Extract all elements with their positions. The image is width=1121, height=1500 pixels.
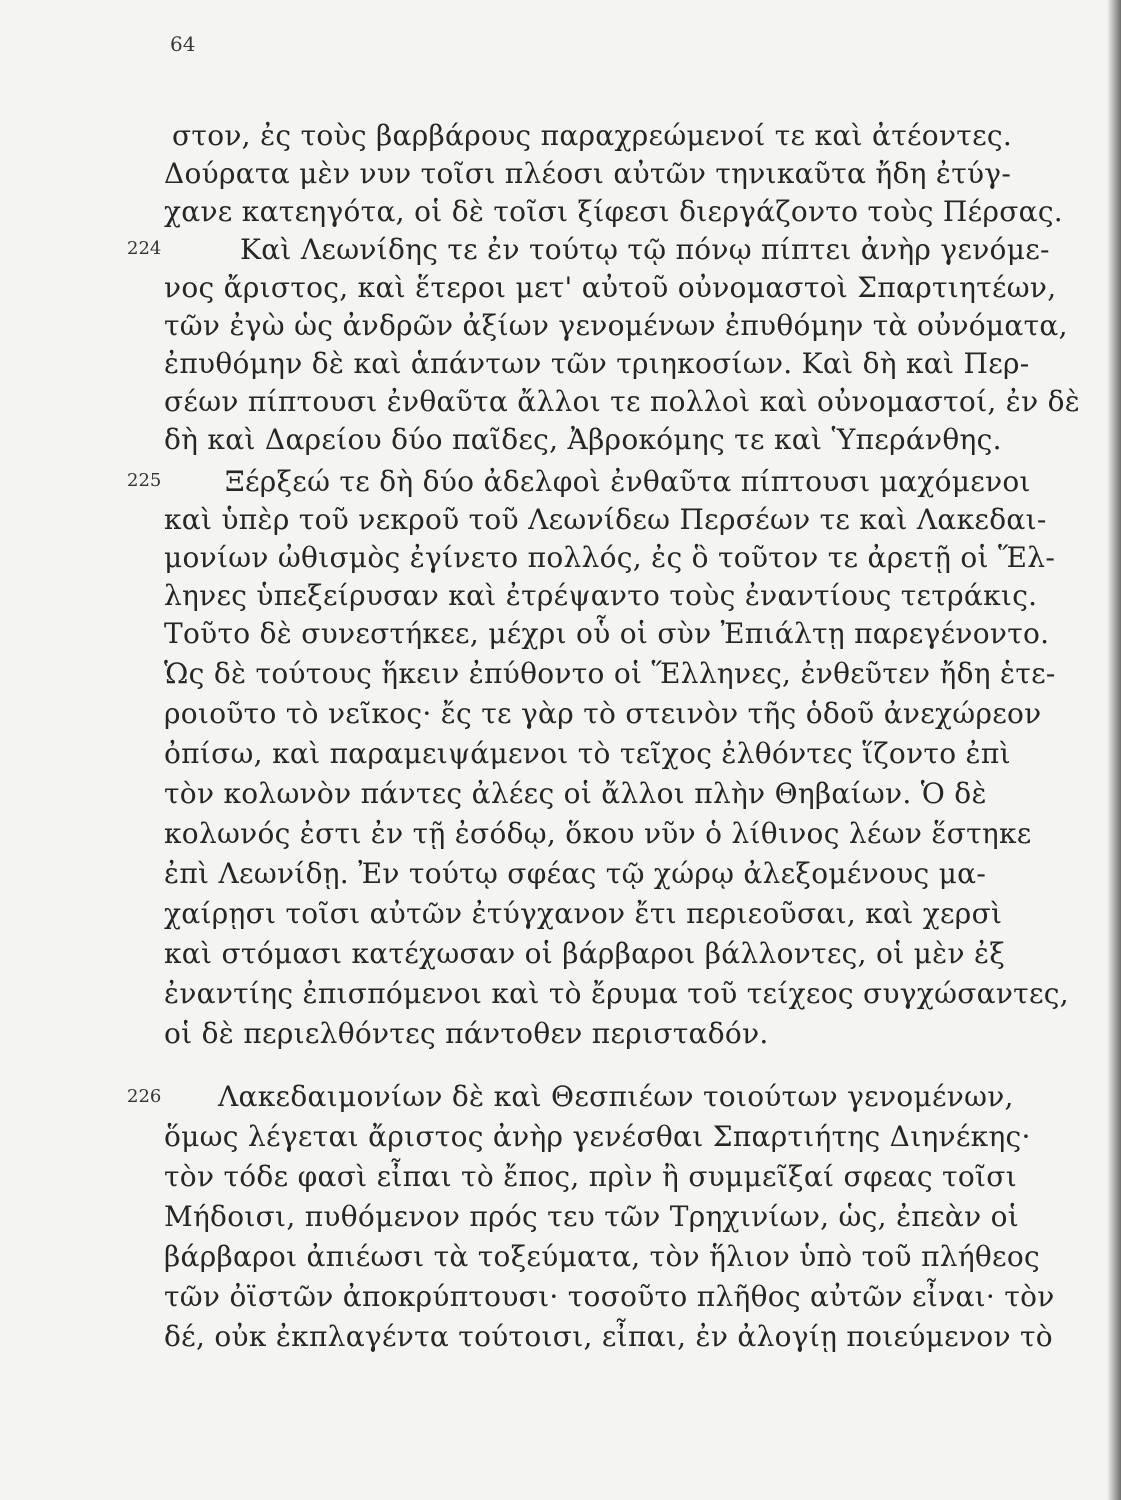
text-line-17: ὀπίσω, καὶ παραμειψάμενοι τὸ τεῖχος ἐλθόντες ἵζοντο ἐπὶ xyxy=(164,737,1011,770)
text-line-28: Μήδοισι, πυθόμενον πρός τευ τῶν Τρηχινίων, ὡς, ἐπεὰν οἱ xyxy=(164,1200,1020,1233)
text-line-21: χαίρῃσι τοῖσι αὐτῶν ἐτύγχανον ἔτι περιεοῦσαι, καὶ χερσὶ xyxy=(164,897,1003,930)
text-line-6: τῶν ἐγὼ ὡς ἀνδρῶν ἀξίων γενομένων ἐπυθόμην τὰ οὐνόματα, xyxy=(164,309,1068,342)
page-edge-shadow xyxy=(1107,0,1121,1500)
section-number-225: 225 xyxy=(127,470,162,491)
text-line-1: στον, ἐς τοὺς βαρβάρους παραχρεώμενοί τε καὶ ἀτέοντες. xyxy=(172,119,1013,152)
text-line-29: βάρβαροι ἀπιέωσι τὰ τοξεύματα, τὸν ἥλιον ὑπὸ τοῦ πλήθεος xyxy=(164,1240,1040,1273)
text-line-5: νος ἄριστος, καὶ ἕτεροι μετ' αὐτοῦ οὐνομαστοὶ Σπαρτιητέων, xyxy=(164,271,1057,304)
text-line-27: τὸν τόδε φασὶ εἶπαι τὸ ἔπος, πρὶν ἢ συμμεῖξαί σφεας τοῖσι xyxy=(164,1160,1017,1193)
text-line-16: ροιοῦτο τὸ νεῖκος· ἔς τε γὰρ τὸ στεινὸν τῆς ὁδοῦ ἀνεχώρεον xyxy=(164,697,1042,730)
text-line-13: ληνες ὑπεξείρυσαν καὶ ἐτρέψαντο τοὺς ἐναντίους τετράκις. xyxy=(164,579,1038,612)
section-number-226: 226 xyxy=(127,1086,162,1107)
text-line-22: καὶ στόμασι κατέχωσαν οἱ βάρβαροι βάλλοντες, οἱ μὲν ἐξ xyxy=(164,937,1006,970)
text-line-26: ὅμως λέγεται ἄριστος ἀνὴρ γενέσθαι Σπαρτιήτης Διηνέκης· xyxy=(164,1120,1031,1153)
text-line-11: καὶ ὑπὲρ τοῦ νεκροῦ τοῦ Λεωνίδεω Περσέων τε καὶ Λακεδαι- xyxy=(164,503,1047,536)
text-line-3: χανε κατεηγότα, οἱ δὲ τοῖσι ξίφεσι διεργάζοντο τοὺς Πέρσας. xyxy=(164,195,1064,228)
text-line-12: μονίων ὠθισμὸς ἐγίνετο πολλός, ἐς ὃ τοῦτον τε ἀρετῇ οἱ Ἕλ- xyxy=(164,541,1056,574)
text-line-20: ἐπὶ Λεωνίδῃ. Ἐν τούτῳ σφέας τῷ χώρῳ ἀλεξομένους μα- xyxy=(164,857,987,890)
text-line-18: τὸν κολωνὸν πάντες ἀλέες οἱ ἄλλοι πλὴν Θηβαίων. Ὁ δὲ xyxy=(164,777,987,810)
text-line-25: Λακεδαιμονίων δὲ καὶ Θεσπιέων τοιούτων γενομένων, xyxy=(218,1080,1014,1113)
text-line-24: οἱ δὲ περιελθόντες πάντοθεν περισταδόν. xyxy=(164,1017,769,1050)
text-line-19: κολωνός ἐστι ἐν τῇ ἐσόδῳ, ὅκου νῦν ὁ λίθινος λέων ἕστηκε xyxy=(164,817,1032,850)
text-line-31: δέ, οὐκ ἐκπλαγέντα τούτοισι, εἶπαι, ἐν ἀλογίῃ ποιεύμενον τὸ xyxy=(164,1320,1053,1353)
text-line-15: Ὡς δὲ τούτους ἥκειν ἐπύθοντο οἱ Ἕλληνες, ἐνθεῦτεν ἤδη ἑτε- xyxy=(164,657,1056,690)
text-line-2: Δούρατα μὲν νυν τοῖσι πλέοσι αὐτῶν τηνικαῦτα ἤδη ἐτύγ- xyxy=(164,157,1012,190)
section-number-224: 224 xyxy=(127,238,162,259)
text-line-9: δὴ καὶ Δαρείου δύο παῖδες, Ἀβροκόμης τε καὶ Ὑπεράνθης. xyxy=(164,423,1002,456)
text-line-14: Τοῦτο δὲ συνεστήκεε, μέχρι οὗ οἱ σὺν Ἐπιάλτῃ παρεγένοντο. xyxy=(164,617,1050,650)
text-line-30: τῶν ὀϊστῶν ἀποκρύπτουσι· τοσοῦτο πλῆθος αὐτῶν εἶναι· τὸν xyxy=(164,1280,1055,1313)
text-line-7: ἐπυθόμην δὲ καὶ ἁπάντων τῶν τριηκοσίων. Καὶ δὴ καὶ Περ- xyxy=(164,347,1030,380)
text-line-23: ἐναντίης ἐπισπόμενοι καὶ τὸ ἔρυμα τοῦ τείχεος συγχώσαντες, xyxy=(164,977,1069,1010)
text-line-10: Ξέρξεώ τε δὴ δύο ἀδελφοὶ ἐνθαῦτα πίπτουσι μαχόμενοι xyxy=(225,465,1031,498)
text-line-8: σέων πίπτουσι ἐνθαῦτα ἄλλοι τε πολλοὶ καὶ οὐνομαστοί, ἐν δὲ xyxy=(164,385,1081,418)
text-line-4: Καὶ Λεωνίδης τε ἐν τούτῳ τῷ πόνῳ πίπτει ἀνὴρ γενόμε- xyxy=(240,233,1050,266)
page-number: 64 xyxy=(170,32,196,56)
